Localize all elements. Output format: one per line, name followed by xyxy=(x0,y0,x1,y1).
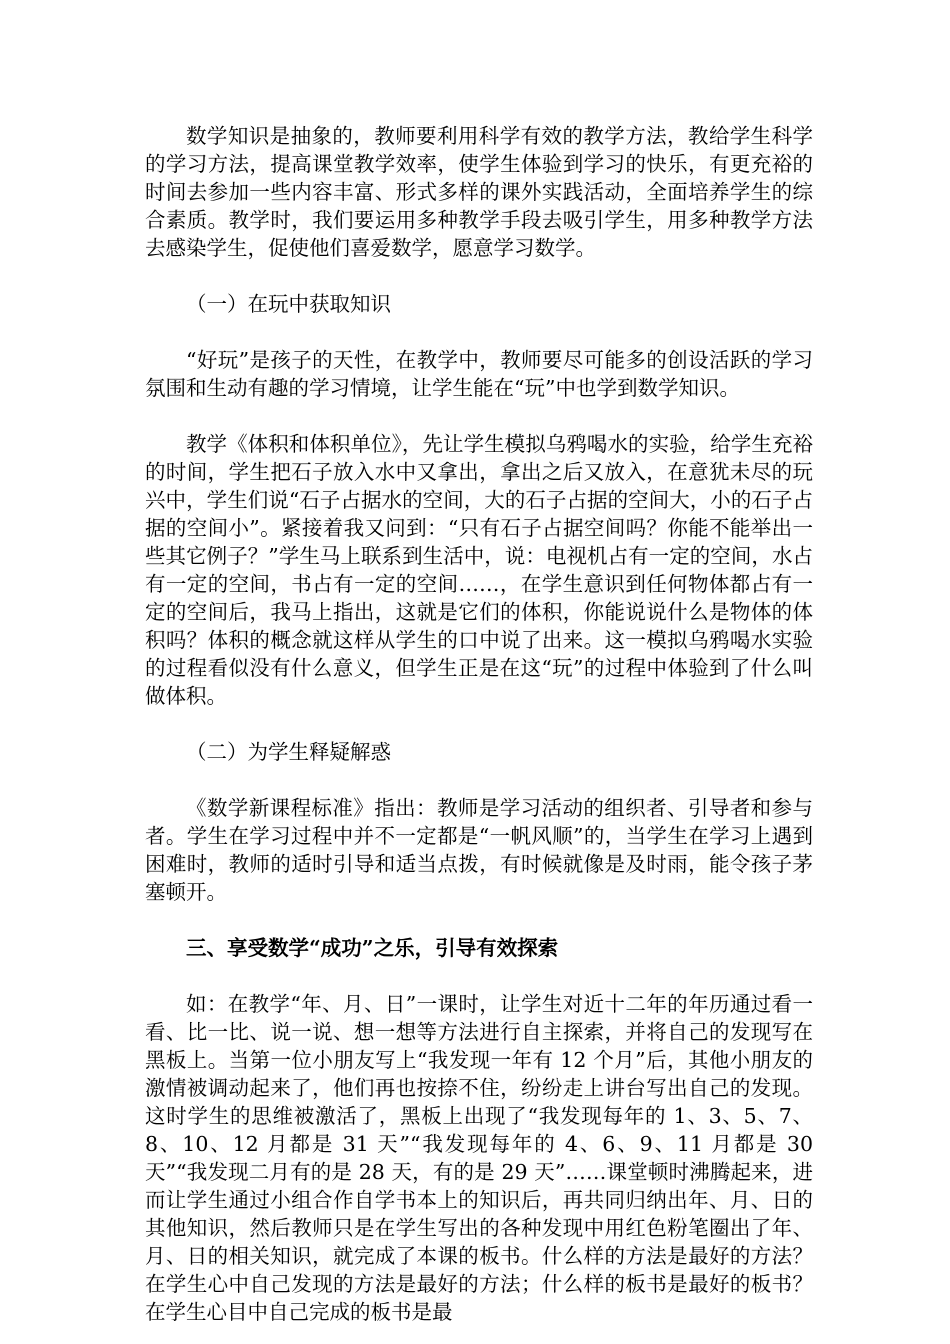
section-heading-1: （一）在玩中获取知识 xyxy=(186,292,391,316)
curriculum-paragraph: 《数学新课程标准》指出：教师是学习活动的组织者、引导者和参与者。学生在学习过程中并不一定都是“一帆风顺”的，当学生在学习上遇到困难时，教师的适时引导和适当点拨，有时候就像是及时雨，能令孩子茅塞顿开。 xyxy=(145,796,813,904)
play-paragraph: “好玩”是孩子的天性，在教学中，教师要尽可能多的创设活跃的学习氛围和生动有趣的学习情境，让学生能在“玩”中也学到数学知识。 xyxy=(145,348,813,400)
section-heading-2: （二）为学生释疑解惑 xyxy=(186,740,391,764)
document-page xyxy=(145,122,813,1326)
intro-paragraph: 数学知识是抽象的，教师要利用科学有效的教学方法，教给学生科学的学习方法，提高课堂教学效率，使学生体验到学习的快乐，有更充裕的时间去参加一些内容丰富、形式多样的课外实践活动，全面培养学生的综合素质。教学时，我们要运用多种教学手段去吸引学生，用多种教学方法去感染学生，促使他们喜爱数学，愿意学习数学。 xyxy=(145,124,813,260)
section-heading-3: 三、享受数学“成功”之乐，引导有效探索 xyxy=(186,936,559,960)
volume-lesson-paragraph: 教学《体积和体积单位》，先让学生模拟乌鸦喝水的实验，给学生充裕的时间，学生把石子放入水中又拿出，拿出之后又放入，在意犹未尽的玩兴中，学生们说“石子占据水的空间，大的石子占据的空间大，小的石子占据的空间小”。紧接着我又问到：“只有石子占据空间吗？你能不能举出一些其它例子？”学生马上联系到生活中，说：电视机占有一定的空间，水占有一定的空间，书占有一定的空间……，在学生意识到任何物体都占有一定的空间后，我马上指出，这就是它们的体积，你能说说什么是物体的体积吗？体积的概念就这样从学生的口中说了出来。这一模拟乌鸦喝水实验的过程看似没有什么意义，但学生正是在这“玩”的过程中体验到了什么叫做体积。 xyxy=(145,432,813,708)
calendar-lesson-paragraph: 如：在教学“年、月、日”一课时，让学生对近十二年的年历通过看一看、比一比、说一说、想一想等方法进行自主探索，并将自己的发现写在黑板上。当第一位小朋友写上“我发现一年有 12 个月”后，其他小朋友的激情被调动起来了，他们再也按捺不住，纷纷走上讲台写出自己的发现。这时学生的思维被激活了，黑板上出现了“我发现每年的 1、3、5、7、8、10、12 月都是 31 天”“我发现每年的 4、6、9、11 月都是 30 天”“我发现二月有的是 28 天，有的是 29 天”……课堂顿时沸腾起来，进而让学生通过小组合作自学书本上的知识后，再共同归纳出年、月、日的其他知识，然后教师只是在学生写出的各种发现中用红色粉笔圈出了年、月、日的相关知识，就完成了本课的板书。什么样的方法是最好的方法？在学生心中自己发现的方法是最好的方法；什么样的板书是最好的板书？在学生心目中自己完成的板书是最 xyxy=(145,992,813,1324)
